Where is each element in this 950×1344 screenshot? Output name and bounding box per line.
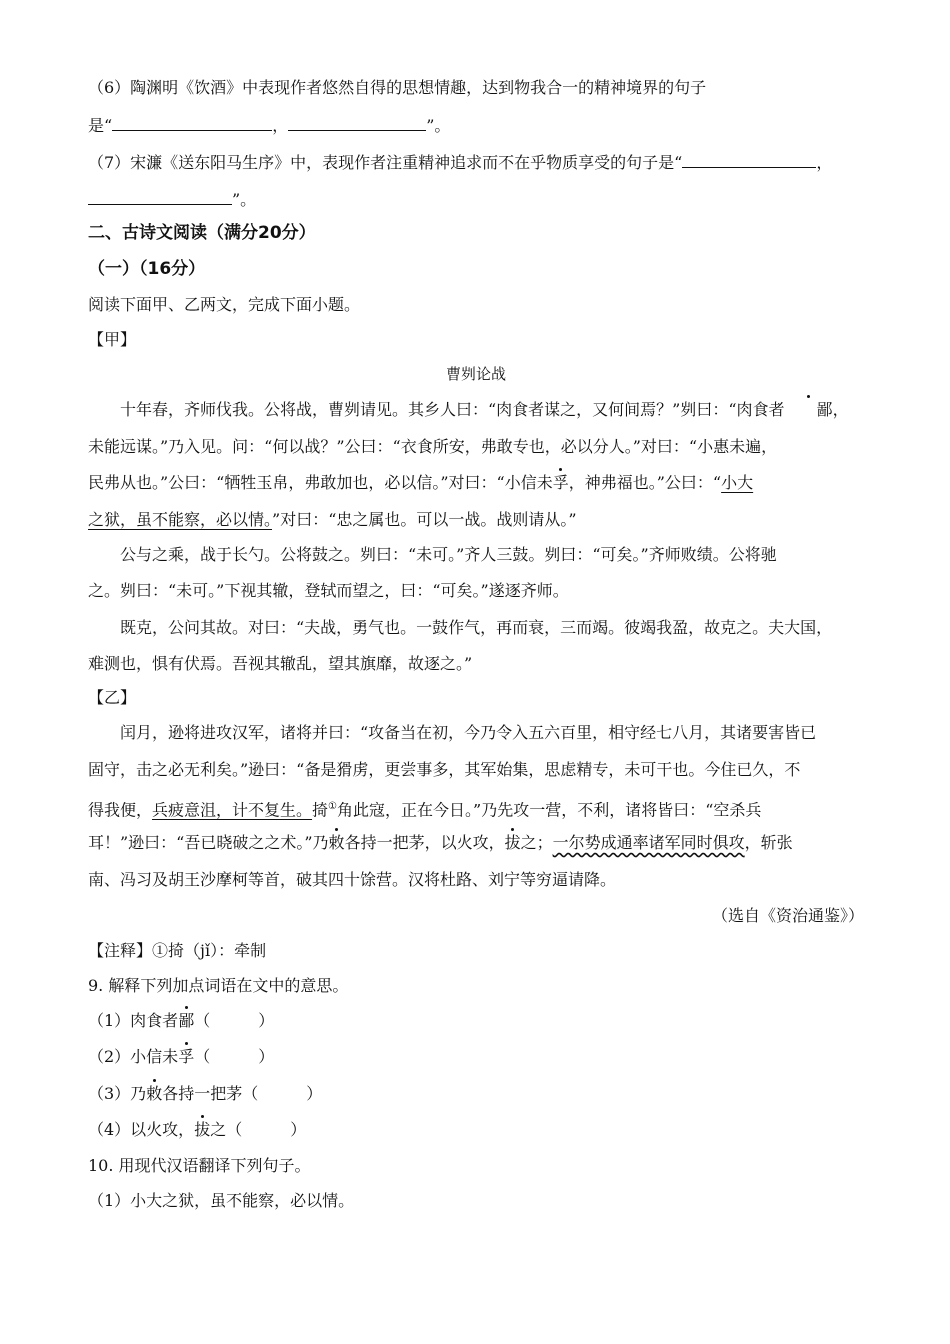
q7-text: （7）宋濂《送东阳马生序》中，表现作者注重精神追求而不在乎物质享受的句子是“ — [88, 153, 683, 172]
q9-title: 9. 解释下列加点词语在文中的意思。 — [88, 976, 349, 995]
answer-blank[interactable] — [682, 151, 816, 168]
q9-item-3: （3）乃敕各持一把茅（ ） — [88, 1082, 864, 1106]
jia-p3-line1: 既克，公问其故。对曰：“夫战，勇气也。一鼓作气，再而衰，三而竭。彼竭我盈，故克之。夫大国， — [120, 618, 833, 637]
jia-p1-line4: 之狱，虽不能察，必以情。”对曰：“忠之属也。可以一战。战则请从。” — [88, 510, 577, 529]
dotted-word: 敕 — [329, 831, 345, 855]
answer-blank[interactable]: 各持一把茅（ ） — [162, 1084, 323, 1103]
q9-item-4: （4）以火攻，拔之（ ） — [88, 1118, 864, 1142]
passage-title: 曹刿论战 — [445, 365, 506, 383]
answer-blank[interactable] — [88, 188, 232, 205]
q7-line2: ”。 — [88, 188, 864, 212]
footnote-marker: ① — [328, 801, 338, 812]
dotted-word: 敕 — [146, 1082, 162, 1106]
wavy-underlined-sentence: 一尔势成通率诸军同时俱攻 — [552, 833, 745, 852]
dotted-word: 鄙 — [178, 1009, 194, 1033]
dotted-word: 拔 — [505, 831, 521, 855]
q10-item-1: （1）小大之狱，虽不能察，必以情。 — [88, 1191, 355, 1210]
underlined-sentence: 小大 — [721, 473, 754, 492]
answer-blank[interactable]: （ ） — [194, 1011, 275, 1030]
yi-line2: 固守，击之必无利矣。”逊曰：“备是猾虏，更尝事多，其军始集，思虑精专，未可干也。今住已久，不 — [88, 760, 801, 779]
underlined-sentence: 兵疲意沮，计不复生。 — [152, 800, 313, 820]
yi-label: 【乙】 — [88, 688, 137, 707]
jia-p2-line1: 公与之乘，战于长勺。公将鼓之。刿曰：“未可。”齐人三鼓。刿曰：“可矣。”齐师败绩。公将驰 — [120, 545, 777, 564]
q9-item-2: （2）小信未孚（ ） — [88, 1045, 864, 1069]
yi-line5: 南、冯习及胡王沙摩柯等首，破其四十馀营。汉将杜路、刘宁等穷逼请降。 — [88, 870, 617, 889]
source-citation: （选自《资治通鉴》） — [711, 906, 864, 925]
dotted-word: 鄙 — [785, 398, 833, 422]
jia-p1-line3: 民弗从也。”公曰：“牺牲玉帛，弗敢加也，必以信。”对曰：“小信未孚，神弗福也。”公曰：“小大 — [88, 471, 864, 495]
answer-blank[interactable] — [112, 114, 272, 131]
jia-p1-line2: 未能远谋。”乃入见。问：“何以战？”公曰：“衣食所安，弗敢专也，必以分人。”对曰：“小惠未遍， — [88, 437, 778, 456]
jia-p3-line2: 难测也，惧有伏焉。吾视其辙乱，望其旗靡，故逐之。” — [88, 654, 473, 673]
q9-item-1: （1）肉食者鄙（ ） — [88, 1009, 864, 1033]
section-heading: 二、古诗文阅读（满分20分） — [88, 223, 316, 243]
answer-blank[interactable]: （ ） — [194, 1047, 275, 1066]
answer-blank[interactable] — [288, 114, 426, 131]
q7-line1: （7）宋濂《送东阳马生序》中，表现作者注重精神追求而不在乎物质享受的句子是“ ， — [88, 153, 833, 172]
q6-text: （6）陶渊明《饮酒》中表现作者悠然自得的思想情趣，达到物我合一的精神境界的句子 — [88, 78, 707, 97]
footnote: 【注释】①掎（jǐ）：牵制 — [88, 941, 267, 960]
answer-blank[interactable]: 之（ ） — [210, 1120, 307, 1139]
jia-label: 【甲】 — [88, 330, 137, 349]
q6-line1 — [88, 76, 864, 100]
dotted-word: 孚 — [178, 1045, 194, 1069]
underlined-sentence: 之狱，虽不能察，必以情。 — [88, 510, 273, 529]
yi-line3: 得我便，兵疲意沮，计不复生。掎①角此寇，正在今日。”乃先攻一营，不利，诸将皆曰：“空杀兵 — [88, 800, 762, 820]
q10-title: 10. 用现代汉语翻译下列句子。 — [88, 1156, 311, 1175]
yi-line1: 闰月，逊将进攻汉军，诸将并曰：“攻备当在初，今乃令入五六百里，相守经七八月，其诸要害皆已 — [120, 723, 817, 742]
instruction: 阅读下面甲、乙两文，完成下面小题。 — [88, 295, 361, 314]
dotted-word: 孚 — [553, 471, 569, 495]
sub-heading: （一）（16分） — [88, 259, 206, 279]
q6-line2: 是“ ， ”。 — [88, 116, 451, 135]
jia-p1-line1: 十年春，齐师伐我。公将战，曹刿请见。其乡人曰：“肉食者谋之，又何间焉？”刿曰：“肉食者 鄙， — [88, 398, 864, 422]
jia-p2-line2: 之。刿曰：“未可。”下视其辙，登轼而望之，曰：“可矣。”遂逐齐师。 — [88, 581, 569, 600]
dotted-word: 拔 — [194, 1118, 210, 1142]
yi-line4: 耳！”逊曰：“吾已晓破之之术。”乃敕各持一把茅，以火攻，拔之；一尔势成通率诸军同时俱攻，斩张 — [88, 831, 864, 855]
